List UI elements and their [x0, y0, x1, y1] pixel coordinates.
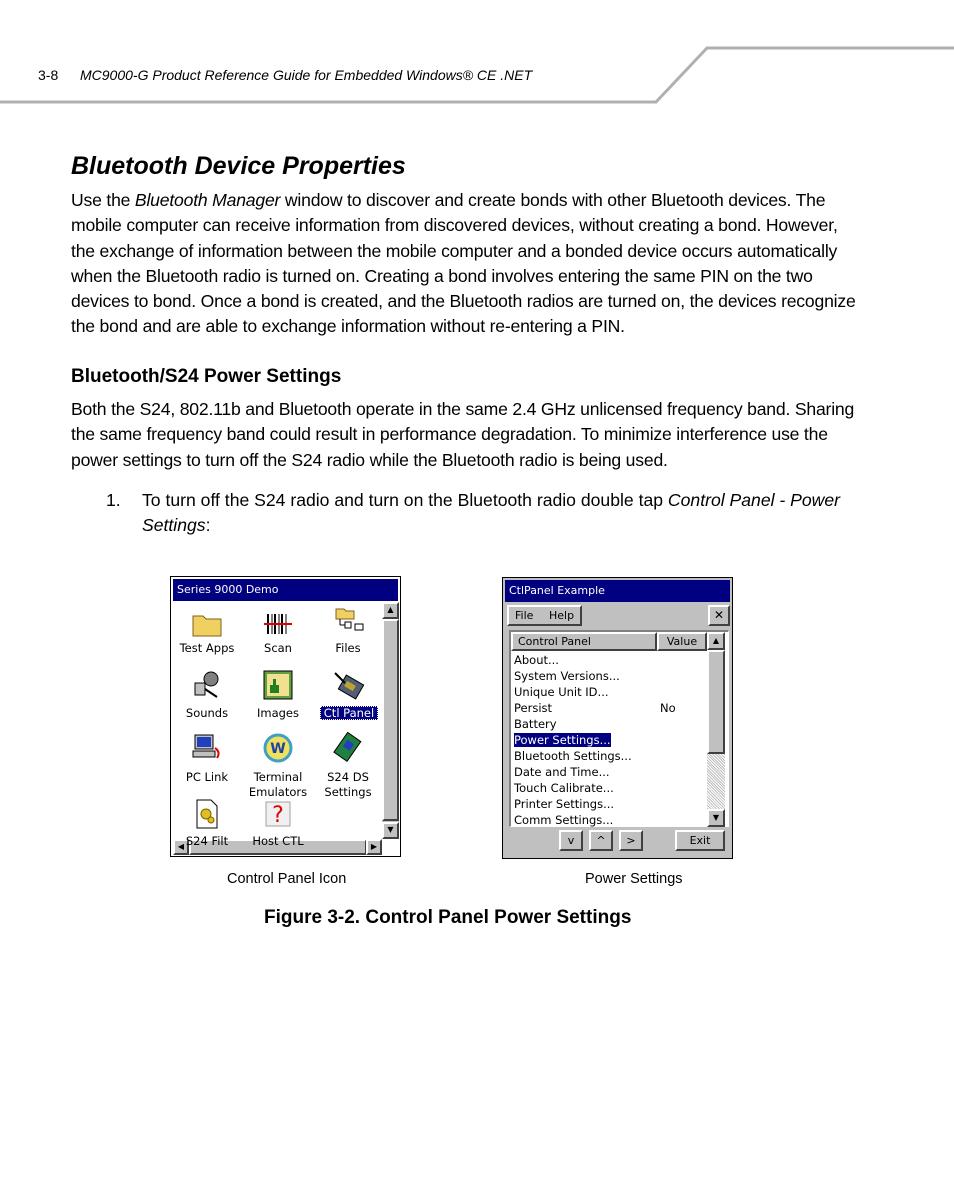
scroll-thumb[interactable] [382, 619, 399, 821]
subsection-title: Bluetooth/S24 Power Settings [71, 366, 342, 387]
step-emphasis: Control Panel - Power Settings [142, 490, 841, 536]
list-item[interactable]: Printer Settings... [514, 797, 615, 811]
body-paragraph: Both the S24, 802.11b and Bluetooth operate in the same 2.4 GHz unlicensed frequency band. Sharing the same frequency band could result in performance degradation. To minimize interference use the power settings to turn off the S24 radio while the Bluetooth radio is being used. [71, 399, 855, 470]
list-item[interactable]: Comm Settings... [514, 813, 614, 827]
icon-label-ctl-panel[interactable]: Ctl Panel [320, 706, 378, 720]
header-rule [0, 0, 954, 110]
scroll-left-arrow-icon[interactable]: ◀ [173, 839, 189, 855]
list-item[interactable]: System Versions... [514, 669, 620, 683]
list-item[interactable]: Bluetooth Settings... [514, 749, 632, 763]
intro-paragraph [71, 188, 861, 340]
left-title-bar: Series 9000 Demo [173, 579, 398, 601]
gear-icon[interactable] [191, 798, 223, 830]
caption-left: Control Panel Icon [227, 871, 347, 887]
speaker-icon[interactable] [191, 669, 223, 701]
icon-label-images[interactable]: Images [256, 706, 299, 720]
list-scroll-thumb[interactable] [707, 650, 725, 754]
right-screenshot [502, 577, 733, 859]
page-number: 3-8 [38, 67, 59, 83]
icon-label-host-ctl[interactable]: Host CTL [252, 834, 304, 848]
step-text-main: To turn off the S24 radio and turn on the Bluetooth radio double tap [142, 490, 668, 510]
step-number: 1. [106, 490, 121, 510]
list-scroll-down-arrow-icon[interactable]: ▼ [707, 809, 725, 827]
svg-text:W: W [270, 741, 286, 757]
list-item[interactable]: Power Settings... [514, 733, 611, 747]
figure-caption: Figure 3-2. Control Panel Power Settings [264, 907, 632, 928]
control-panel-list [509, 630, 729, 827]
scroll-down-button[interactable]: v [559, 830, 583, 851]
icon-label-sounds[interactable]: Sounds [185, 706, 229, 720]
scroll-right-arrow-icon[interactable]: ▶ [366, 839, 382, 855]
files-icon[interactable] [333, 606, 365, 638]
list-vertical-scrollbar[interactable] [707, 632, 725, 827]
icon-label-test-apps[interactable]: Test Apps [179, 641, 235, 655]
menu-file[interactable]: File [515, 609, 534, 622]
svg-text:?: ? [272, 803, 284, 828]
select-button[interactable]: > [619, 830, 643, 851]
barcode-icon[interactable] [262, 608, 294, 640]
right-title-bar: CtlPanel Example [505, 580, 730, 602]
icon-label-terminal-emulators[interactable]: Terminal Emulators [248, 770, 308, 799]
caption-right: Power Settings [585, 871, 683, 887]
intro-emphasis: Bluetooth Manager [134, 190, 281, 210]
terminal-emulator-icon[interactable] [262, 732, 294, 764]
s24-card-icon[interactable] [333, 732, 365, 764]
scroll-up-button[interactable]: ^ [589, 830, 613, 851]
icon-label-files[interactable]: Files [335, 641, 361, 655]
scroll-down-arrow-icon[interactable]: ▼ [382, 822, 399, 839]
intro-text-1: Use the [71, 190, 135, 210]
list-item[interactable]: Unique Unit ID... [514, 685, 609, 699]
left-vertical-scrollbar[interactable] [382, 602, 399, 839]
icon-label-scan[interactable]: Scan [264, 641, 292, 655]
control-panel-icon[interactable] [333, 669, 365, 701]
column-header-value[interactable]: Value [657, 632, 707, 651]
scroll-up-arrow-icon[interactable]: ▲ [382, 602, 399, 619]
exit-button[interactable]: Exit [675, 830, 725, 851]
step-text [142, 488, 852, 539]
column-header-control-panel[interactable]: Control Panel [511, 632, 657, 651]
list-scroll-up-arrow-icon[interactable]: ▲ [707, 632, 725, 650]
list-item[interactable]: Date and Time... [514, 765, 610, 779]
list-item[interactable]: Battery [514, 717, 557, 731]
help-icon[interactable] [262, 798, 294, 830]
computer-icon[interactable] [191, 732, 223, 764]
list-item[interactable]: Persist [514, 701, 553, 715]
step-suffix: : [205, 515, 211, 536]
intro-text-2: window to discover and create bonds with other Bluetooth devices. The mobile computer can receive information from discovered devices, without creating a bond. However, the exchange of information between the mobile computer and a bonded device occurs automatically when the Bluetooth radio is turned on. Creating a bond involves entering the same PIN on the two devices to bond. Once a bond is created, and the Bluetooth radios are turned on, the devices recognize the bond and are able to exchange information without re-entering a PIN. [71, 190, 856, 337]
running-header [38, 67, 532, 83]
close-icon[interactable]: ✕ [708, 605, 730, 626]
list-item[interactable]: About... [514, 653, 559, 667]
list-item-value: No [660, 701, 676, 715]
book-title: MC9000-G Product Reference Guide for Embedded Windows® CE .NET [80, 67, 533, 83]
picture-icon[interactable] [262, 669, 294, 701]
menu-help[interactable]: Help [549, 609, 575, 622]
menu-bar [507, 605, 582, 626]
icon-grid [173, 602, 382, 848]
icon-label-s24-filt[interactable]: S24 Filt [185, 834, 229, 848]
icon-label-s24-ds-settings[interactable]: S24 DS Settings [324, 770, 372, 799]
folder-icon[interactable] [191, 608, 223, 640]
section-title: Bluetooth Device Properties [71, 152, 406, 180]
left-screenshot [170, 576, 401, 857]
icon-label-pc-link[interactable]: PC Link [185, 770, 229, 784]
list-item[interactable]: Touch Calibrate... [514, 781, 614, 795]
